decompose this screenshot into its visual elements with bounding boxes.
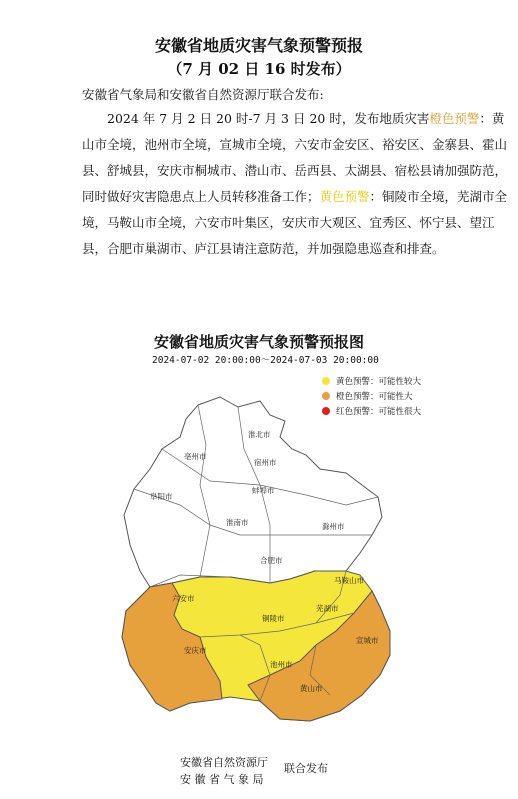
- map-title: 安徽省地质灾害气象预警预报图: [153, 333, 364, 351]
- joint-release: 联合发布: [284, 762, 328, 775]
- document-title: 安徽省地质灾害气象预警预报: [154, 36, 363, 55]
- city-label-chuzhou: 滁州市: [322, 522, 345, 531]
- issuer-line-2: 安 徽 省 气 象 局: [180, 773, 264, 786]
- city-label-bengbu: 蚌埠市: [252, 486, 275, 495]
- legend-label-orange: 橙色预警：可能性大: [336, 391, 413, 402]
- city-label-hefei: 合肥市: [260, 556, 283, 565]
- document-subtitle: （7 月 02 日 16 时发布）: [167, 60, 351, 78]
- issuer-block: [180, 754, 268, 788]
- city-label-xuancheng: 宣城市: [356, 636, 379, 645]
- city-label-bozhou: 亳州市: [184, 452, 207, 461]
- legend-swatch-yellow: [322, 377, 330, 385]
- warning-paragraph: [82, 106, 512, 262]
- city-label-fuyang: 阜阳市: [150, 492, 173, 501]
- city-label-luan: 六安市: [172, 594, 195, 603]
- city-label-suzhou: 宿州市: [254, 458, 277, 467]
- city-label-huaibei: 淮北市: [248, 430, 271, 439]
- yellow-warning-text: ：铜陵市全境，芜湖市全境，马鞍山市全境，六安市叶集区，安庆市大观区、宜秀区、怀宁县、望江县，合肥市巢湖市、庐江县请注意防范，并加强隐患巡查和排查。: [82, 189, 508, 256]
- map-period: 2024-07-02 20:00:00～2024-07-03 20:00:00: [152, 355, 379, 366]
- issuer-line-1: 安徽省自然资源厅: [180, 756, 268, 769]
- city-label-anqing: 安庆市: [184, 646, 207, 655]
- city-label-huainan: 淮南市: [226, 518, 249, 527]
- city-label-maanshan: 马鞍山市: [334, 576, 364, 585]
- city-label-tongling: 铜陵市: [262, 614, 285, 623]
- city-label-wuhu: 芜湖市: [316, 604, 339, 613]
- province-map: [110, 385, 410, 745]
- yellow-warning-label: 黄色预警: [319, 189, 370, 204]
- paragraph-lead: 2024 年 7 月 2 日 20 时-7 月 3 日 20 时，发布地质灾害: [107, 111, 430, 126]
- intro-line: 安徽省气象局和安徽省自然资源厅联合发布:: [82, 87, 324, 102]
- city-label-huangshan: 黄山市: [300, 684, 323, 693]
- legend-label-yellow: 黄色预警：可能性较大: [336, 376, 422, 387]
- city-label-chizhou: 池州市: [270, 660, 293, 669]
- orange-warning-text: ：黄山市全境，池州市全境，宣城市全境，六安市金安区、裕安区、金寨县、霍山县、舒城县，安庆市桐城市、潜山市、岳西县、太湖县、宿松县请加强防范，同时做好灾害隐患点上人员转移准备工作；: [82, 111, 508, 204]
- legend-label-red: 红色预警：可能性很大: [336, 406, 422, 417]
- orange-warning-label: 橙色预警: [429, 111, 480, 126]
